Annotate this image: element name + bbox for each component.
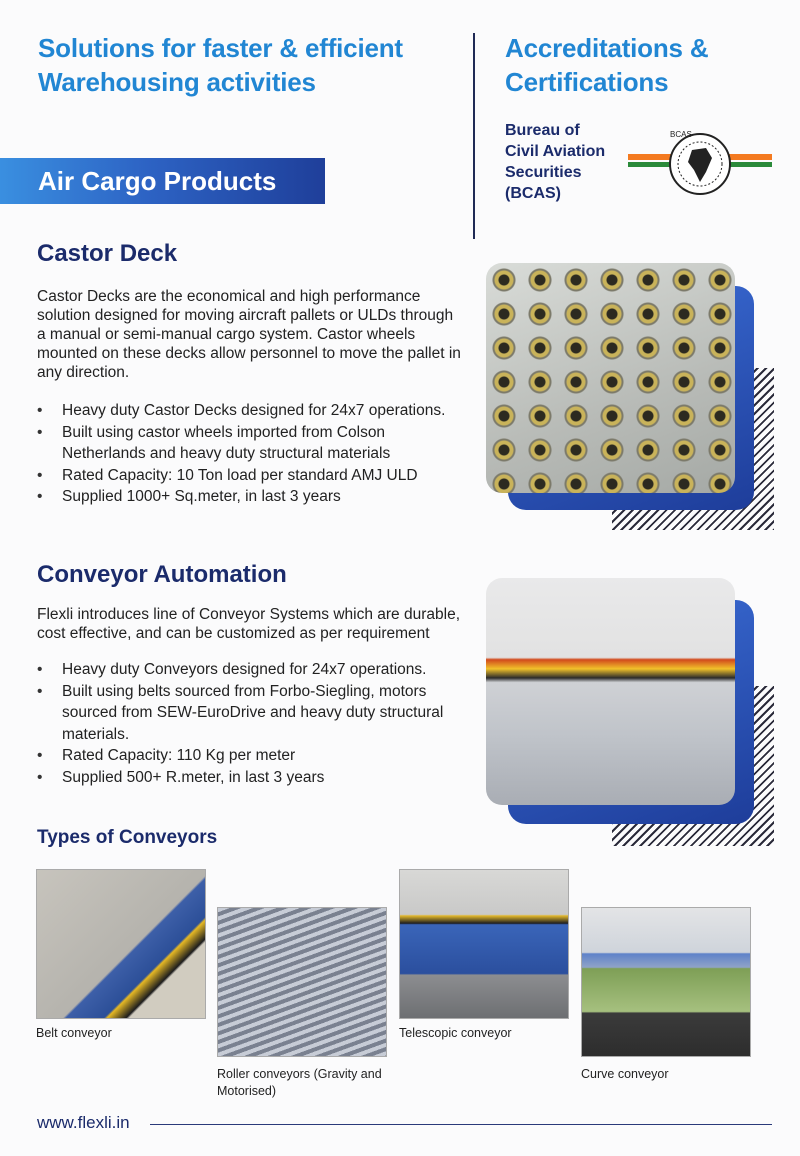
belt-conveyor-image	[36, 869, 206, 1019]
bcas-name: Bureau of Civil Aviation Securities (BCAS)	[505, 122, 606, 202]
castor-deck-photo	[486, 263, 735, 493]
types-of-conveyors-title: Types of Conveyors	[37, 827, 218, 848]
castor-deck-description: Castor Decks are the economical and high performance solution designed for moving aircraft pallets or ULDs through a manual or semi-manual cargo system. Castor wheels mounted on these decks allow personnel to move the pallet in any direction.	[37, 288, 461, 381]
bcas-logo	[626, 120, 774, 212]
castor-deck-features	[37, 400, 445, 508]
castor-deck-title: Castor Deck	[37, 240, 178, 267]
conveyor-automation-features	[37, 659, 443, 788]
curve-conveyor-caption: Curve conveyor	[581, 1067, 669, 1081]
list-item: • Built using castor wheels imported from Colson Netherlands and heavy duty structural materials	[37, 422, 445, 465]
list-item: • Heavy duty Castor Decks designed for 24x7 operations.	[37, 400, 445, 422]
list-item: • Built using belts sourced from Forbo-Siegling, motors sourced from SEW-EuroDrive and heavy duty structural materials.	[37, 681, 443, 746]
conveyor-automation-photo	[486, 578, 735, 805]
list-item: • Rated Capacity: 110 Kg per meter	[37, 745, 443, 767]
conveyor-automation-description: Flexli introduces line of Conveyor Systems which are durable, cost effective, and can be customized as per requirement	[37, 606, 460, 642]
roller-conveyor-image	[217, 907, 387, 1057]
conveyor-automation-title: Conveyor Automation	[37, 561, 287, 588]
bcas-logo-text: BCAS	[670, 130, 692, 139]
curve-conveyor-image	[581, 907, 751, 1057]
list-item: • Heavy duty Conveyors designed for 24x7 operations.	[37, 659, 443, 681]
main-heading: Solutions for faster & efficient Warehousing activities	[38, 33, 403, 97]
air-cargo-banner: Air Cargo Products	[0, 158, 325, 204]
list-item: • Rated Capacity: 10 Ton load per standard AMJ ULD	[37, 465, 445, 487]
telescopic-conveyor-image	[399, 869, 569, 1019]
header-divider	[473, 33, 475, 239]
roller-conveyor-caption: Roller conveyors (Gravity and Motorised)	[217, 1067, 382, 1098]
accreditations-heading: Accreditations & Certifications	[505, 33, 709, 97]
footer-divider	[150, 1124, 772, 1125]
website-link[interactable]: www.flexli.in	[37, 1113, 130, 1132]
list-item: • Supplied 1000+ Sq.meter, in last 3 years	[37, 486, 445, 508]
telescopic-conveyor-caption: Telescopic conveyor	[399, 1026, 512, 1040]
list-item: • Supplied 500+ R.meter, in last 3 years	[37, 767, 443, 789]
belt-conveyor-caption: Belt conveyor	[36, 1026, 112, 1040]
